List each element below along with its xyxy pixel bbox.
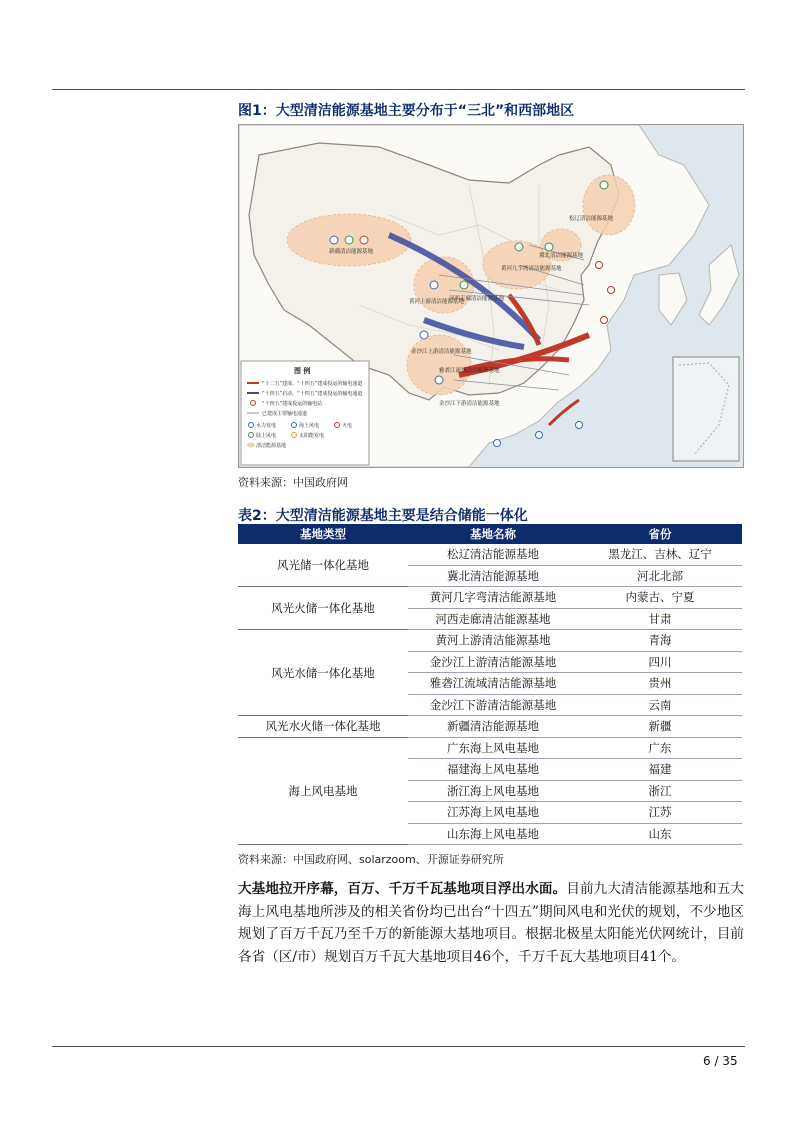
table-row xyxy=(238,716,742,738)
province-cell: 内蒙古、宁夏 xyxy=(578,587,742,609)
legend-symbol: 太阳能发电 xyxy=(299,433,325,439)
province-cell: 福建 xyxy=(578,759,742,781)
offshore-wind-icon xyxy=(576,422,583,429)
base-name-cell: 广东海上风电基地 xyxy=(408,737,578,759)
hydro-icon xyxy=(430,281,438,289)
base-name-cell: 金沙江下游清洁能源基地 xyxy=(408,694,578,716)
figure-title: 图1：大型清洁能源基地主要分布于“三北”和西部地区 xyxy=(238,103,575,119)
base-label: 金沙江上游清洁能源基地 xyxy=(411,349,472,355)
header-base-type: 基地类型 xyxy=(238,524,408,544)
hydro-icon xyxy=(435,376,443,384)
legend-item: 已建成主要输电通道 xyxy=(262,411,308,417)
base-type-cell: 风光水火储一体化基地 xyxy=(238,716,408,738)
hydro-icon xyxy=(420,331,428,339)
table-title: 表2：大型清洁能源基地主要是结合储能一体化 xyxy=(238,508,528,524)
station-icon xyxy=(601,317,608,324)
base-label: 河西走廊清洁能源基地 xyxy=(449,296,505,302)
province-cell: 新疆 xyxy=(578,716,742,738)
legend-symbol: 海上风电 xyxy=(299,423,320,429)
base-label: 冀北清洁能源基地 xyxy=(539,253,584,259)
base-name-cell: 浙江海上风电基地 xyxy=(408,780,578,802)
paragraph-lead: 大基地拉开序幕，百万、千万千瓦基地项目浮出水面。 xyxy=(238,881,567,897)
figure-source: 资料来源：中国政府网 xyxy=(238,476,348,489)
page-number: 6 / 35 xyxy=(703,1054,738,1068)
wind-icon xyxy=(460,281,468,289)
top-rule xyxy=(52,89,745,90)
wind-icon xyxy=(515,243,523,251)
map-legend xyxy=(241,361,369,465)
header-province: 省份 xyxy=(578,524,742,544)
base-type-cell: 风光水储一体化基地 xyxy=(238,630,408,716)
hydro-icon xyxy=(330,236,338,244)
province-cell: 山东 xyxy=(578,823,742,845)
station-icon xyxy=(608,287,615,294)
offshore-wind-icon xyxy=(536,432,543,439)
body-paragraph xyxy=(238,878,744,968)
base-name-cell: 新疆清洁能源基地 xyxy=(408,716,578,738)
wind-icon xyxy=(345,236,353,244)
base-label: 松辽清洁能源基地 xyxy=(569,216,614,222)
legend-item: “十四五”启动、“十四五”建成投运的输电通道 xyxy=(262,391,363,397)
base-name-cell: 松辽清洁能源基地 xyxy=(408,544,578,565)
header-base-name: 基地名称 xyxy=(408,524,578,544)
province-cell: 青海 xyxy=(578,630,742,652)
province-cell: 浙江 xyxy=(578,780,742,802)
base-type-cell: 风光储一体化基地 xyxy=(238,544,408,587)
province-cell: 河北北部 xyxy=(578,565,742,587)
province-cell: 贵州 xyxy=(578,673,742,695)
base-type-cell: 海上风电基地 xyxy=(238,737,408,845)
province-cell: 云南 xyxy=(578,694,742,716)
province-cell: 江苏 xyxy=(578,802,742,824)
base-region-songliao xyxy=(583,175,635,235)
offshore-wind-icon xyxy=(494,440,501,447)
base-name-cell: 金沙江上游清洁能源基地 xyxy=(408,651,578,673)
province-cell: 四川 xyxy=(578,651,742,673)
thermal-icon xyxy=(360,236,368,244)
table-row xyxy=(238,737,742,759)
solar-icon xyxy=(545,243,553,251)
paragraph-body: 目前九大清洁能源基地和五大海上风电基地所涉及的相关省份均已出台“十四五”期间风电和光伏的规划，不少地区规划了百万千瓦乃至千万的新能源大基地项目。根据北极星太阳能光伏网统计，目前各省（区/市）规划百万千瓦大基地项目46个，千万千瓦大基地项目41个。 xyxy=(238,881,745,965)
base-name-cell: 福建海上风电基地 xyxy=(408,759,578,781)
table-row xyxy=(238,544,742,565)
base-name-cell: 河西走廊清洁能源基地 xyxy=(408,608,578,630)
table-row xyxy=(238,630,742,652)
legend-symbol: 清洁能源基地 xyxy=(256,443,287,449)
base-label: 金沙江下游清洁能源基地 xyxy=(439,401,500,407)
table-source: 资料来源：中国政府网、solarzoom、开源证券研究所 xyxy=(238,853,504,866)
base-table xyxy=(238,524,742,845)
base-region-southwest xyxy=(407,335,471,395)
legend-symbol: 火电 xyxy=(342,423,353,429)
legend-symbol: 水力发电 xyxy=(256,423,277,429)
legend-symbol: 陆上风电 xyxy=(256,433,277,439)
base-name-cell: 冀北清洁能源基地 xyxy=(408,565,578,587)
legend-title: 图 例 xyxy=(294,367,311,375)
base-name-cell: 雅砻江流域清洁能源基地 xyxy=(408,673,578,695)
base-name-cell: 黄河上游清洁能源基地 xyxy=(408,630,578,652)
energy-base-map xyxy=(238,124,744,468)
base-label: 新疆清洁能源基地 xyxy=(329,249,374,255)
base-name-cell: 江苏海上风电基地 xyxy=(408,802,578,824)
station-icon xyxy=(596,262,603,269)
legend-item: “十四五”建成投运的输电站 xyxy=(262,401,323,407)
base-label: 黄河上游清洁能源基地 xyxy=(409,299,465,305)
base-name-cell: 山东海上风电基地 xyxy=(408,823,578,845)
legend-item: “十二五”建成、“十四五”建成投运的输电通道 xyxy=(262,381,363,387)
table-row xyxy=(238,587,742,609)
south-china-sea-inset xyxy=(673,357,739,461)
base-label: 雅砻江流域清洁能源基地 xyxy=(439,368,500,374)
bottom-rule xyxy=(52,1046,745,1047)
province-cell: 黑龙江、吉林、辽宁 xyxy=(578,544,742,565)
wind-icon xyxy=(600,181,608,189)
base-name-cell: 黄河几字弯清洁能源基地 xyxy=(408,587,578,609)
province-cell: 广东 xyxy=(578,737,742,759)
base-type-cell: 风光火储一体化基地 xyxy=(238,587,408,630)
province-cell: 甘肃 xyxy=(578,608,742,630)
base-label: 黄河几字湾清洁能源基地 xyxy=(501,266,562,272)
table-header-row xyxy=(238,524,742,544)
